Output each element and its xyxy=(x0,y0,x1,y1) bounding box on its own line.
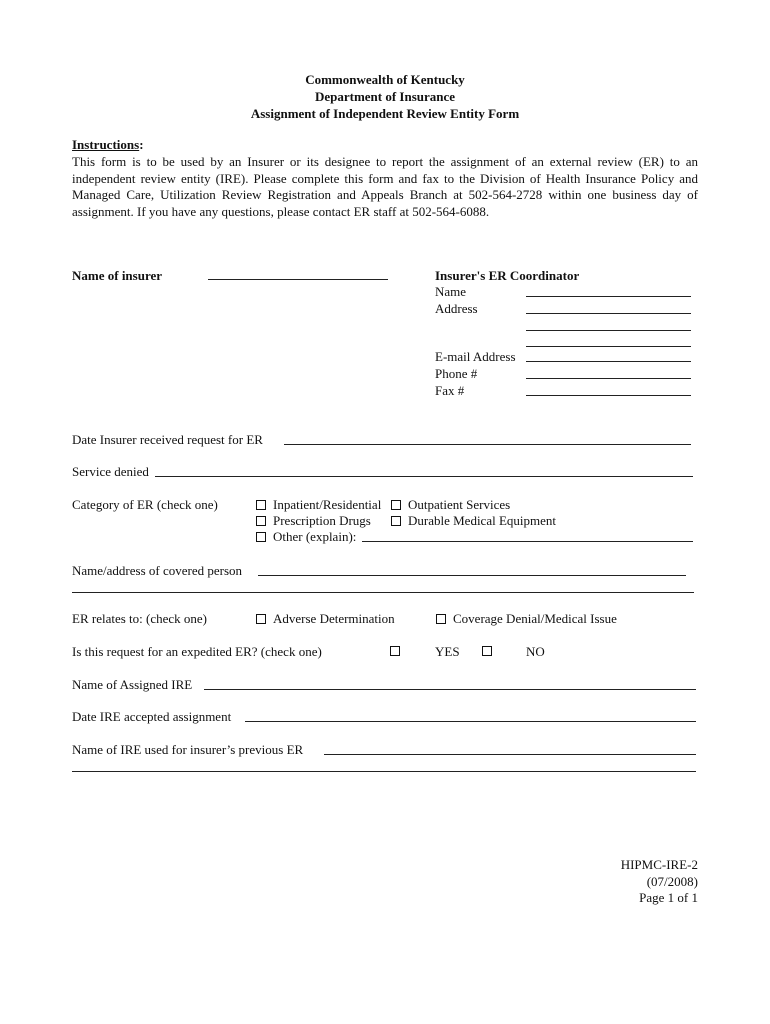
instructions-title: Instructions xyxy=(72,137,140,152)
expedited-no-checkbox[interactable] xyxy=(482,646,492,656)
form-header-line-1: Commonwealth of Kentucky xyxy=(305,72,465,87)
other-checkbox[interactable] xyxy=(256,532,266,542)
service-denied-label: Service denied xyxy=(72,464,149,479)
form-header-line-2: Department of Insurance xyxy=(314,89,456,104)
coverage-checkbox[interactable] xyxy=(436,614,446,624)
coordinator-name-label: Name xyxy=(435,284,467,299)
adverse-label: Adverse Determination xyxy=(273,611,395,626)
adverse-checkbox[interactable] xyxy=(256,614,266,624)
coordinator-address-field-3[interactable] xyxy=(526,346,691,347)
outpatient-label: Outpatient Services xyxy=(408,497,511,512)
coordinator-address-field-2[interactable] xyxy=(526,330,691,331)
insurer-name-label: Name of insurer xyxy=(72,268,163,283)
instructions-heading xyxy=(72,137,144,153)
coordinator-fax-label: Fax # xyxy=(435,383,465,398)
dme-label: Durable Medical Equipment xyxy=(408,513,557,528)
form-title: Assignment of Independent Review Entity Form xyxy=(250,106,520,121)
date-ire-accepted-field[interactable] xyxy=(245,721,696,722)
prescription-checkbox[interactable] xyxy=(256,516,266,526)
coordinator-phone-field[interactable] xyxy=(526,378,691,379)
coordinator-phone-label: Phone # xyxy=(435,366,478,381)
coordinator-heading: Insurer's ER Coordinator xyxy=(435,268,580,283)
prescription-label: Prescription Drugs xyxy=(273,513,371,528)
date-ire-accepted-label: Date IRE accepted assignment xyxy=(72,709,232,724)
coordinator-email-field[interactable] xyxy=(526,361,691,362)
previous-ire-field[interactable] xyxy=(324,754,696,755)
coverage-label: Coverage Denial/Medical Issue xyxy=(453,611,617,626)
expedited-yes-checkbox[interactable] xyxy=(390,646,400,656)
coordinator-name-field[interactable] xyxy=(526,296,691,297)
assigned-ire-label: Name of Assigned IRE xyxy=(72,677,193,692)
form-id: HIPMC-IRE-2 xyxy=(620,857,698,872)
date-received-label: Date Insurer received request for ER xyxy=(72,432,263,447)
date-received-field[interactable] xyxy=(284,444,691,445)
category-label: Category of ER (check one) xyxy=(72,497,218,512)
instructions-colon: : xyxy=(139,137,144,152)
expedited-no-label: NO xyxy=(526,644,545,659)
covered-person-field-2[interactable] xyxy=(72,592,694,593)
coordinator-address-field-1[interactable] xyxy=(526,313,691,314)
form-date: (07/2008) xyxy=(646,874,698,889)
covered-person-field[interactable] xyxy=(258,575,686,576)
previous-ire-field-2[interactable] xyxy=(72,771,696,772)
other-label: Other (explain): xyxy=(273,529,357,544)
instructions-body: This form is to be used by an Insurer or its designee to report the assignment of an external review (ER) to an independent review entity (IRE). Please complete this form and fax to the Division of Health Insurance Policy and Managed Care, Utilization Review Registration and Appeals Branch at 502-564-2728 within one business day of assignment. If you have any questions, please contact ER staff at 502-564-6088. xyxy=(72,154,698,219)
relates-label: ER relates to: (check one) xyxy=(72,611,207,626)
other-explain-field[interactable] xyxy=(362,541,693,542)
coordinator-email-label: E-mail Address xyxy=(435,349,516,364)
inpatient-checkbox[interactable] xyxy=(256,500,266,510)
dme-checkbox[interactable] xyxy=(391,516,401,526)
expedited-label: Is this request for an expedited ER? (check one) xyxy=(72,644,322,659)
coordinator-address-label: Address xyxy=(435,301,478,316)
outpatient-checkbox[interactable] xyxy=(391,500,401,510)
service-denied-field[interactable] xyxy=(155,476,693,477)
expedited-yes-label: YES xyxy=(435,644,460,659)
covered-person-label: Name/address of covered person xyxy=(72,563,243,578)
inpatient-label: Inpatient/Residential xyxy=(273,497,382,512)
insurer-name-field[interactable] xyxy=(208,279,388,280)
previous-ire-label: Name of IRE used for insurer’s previous ER xyxy=(72,742,304,757)
page-number: Page 1 of 1 xyxy=(639,890,698,905)
assigned-ire-field[interactable] xyxy=(204,689,696,690)
coordinator-fax-field[interactable] xyxy=(526,395,691,396)
